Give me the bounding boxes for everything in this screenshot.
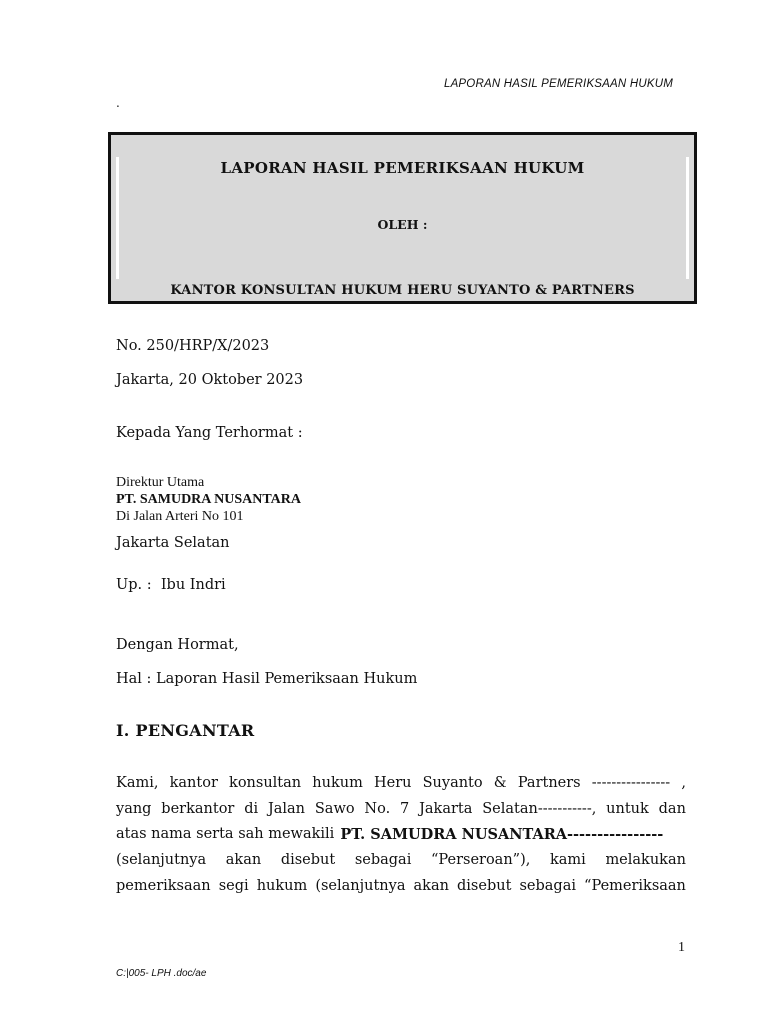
paragraph-line-text: atas nama serta sah mewakili	[116, 826, 335, 842]
recipient-company: PT. SAMUDRA NUSANTARA	[116, 492, 301, 507]
paragraph-line	[116, 852, 686, 868]
word: akan	[225, 852, 262, 868]
word: Sawo	[314, 801, 355, 817]
cover-by: OLEH :	[377, 217, 428, 232]
recipient-title: Direktur Utama	[116, 475, 205, 490]
word: Heru	[373, 775, 412, 791]
word: segi	[218, 878, 249, 894]
word: Kami,	[116, 775, 159, 791]
word: sebagai	[354, 852, 412, 868]
word: kantor	[169, 775, 218, 791]
word: hukum	[312, 775, 363, 791]
word: konsultan	[229, 775, 302, 791]
word: dan	[658, 801, 686, 817]
attention-line: Up. : Ibu Indri	[116, 577, 226, 593]
stray-dot: .	[116, 96, 120, 110]
letter-place-date: Jakarta, 20 Oktober 2023	[116, 372, 304, 388]
subject-line: Hal : Laporan Hasil Pemeriksaan Hukum	[116, 671, 418, 687]
word: “Perseroan”),	[430, 852, 531, 868]
word: hukum	[256, 878, 308, 894]
word: Jakarta	[419, 801, 473, 817]
word: yang	[116, 801, 152, 817]
word: Partners	[517, 775, 581, 791]
paragraph-line	[116, 801, 686, 817]
word: disebut	[457, 878, 512, 894]
word: untuk	[606, 801, 649, 817]
word: melakukan	[605, 852, 686, 868]
word: berkantor	[161, 801, 235, 817]
letter-number: No. 250/HRP/X/2023	[116, 338, 270, 354]
cover-title: LAPORAN HASIL PEMERIKSAAN HUKUM	[220, 159, 585, 177]
company-name-emphasis: PT. SAMUDRA NUSANTARA----------------	[340, 826, 664, 843]
word: (selanjutnya	[116, 852, 207, 868]
word: Jalan	[267, 801, 306, 817]
word: akan	[413, 878, 449, 894]
word: Suyanto	[422, 775, 483, 791]
word: ,	[681, 775, 686, 791]
running-header: LAPORAN HASIL PEMERIKSAAN HUKUM	[443, 78, 673, 90]
word: &	[493, 775, 507, 791]
word: di	[244, 801, 259, 817]
cover-title-box	[108, 132, 697, 304]
salutation-to: Kepada Yang Terhormat :	[116, 425, 303, 441]
word: “Pemeriksaan	[584, 878, 686, 894]
paragraph-line	[116, 775, 686, 791]
recipient-city: Jakarta Selatan	[116, 535, 230, 551]
footer-file-path: C:|005- LPH .doc/ae	[116, 968, 207, 979]
paragraph-line	[116, 826, 686, 843]
paragraph-line	[116, 878, 686, 894]
word: Selatan-----------,	[482, 801, 597, 817]
word: sebagai	[519, 878, 576, 894]
word: kami	[549, 852, 586, 868]
word: No.	[364, 801, 391, 817]
word: pemeriksaan	[116, 878, 211, 894]
word: ----------------	[591, 775, 671, 791]
word: 7	[400, 801, 410, 817]
page-number: 1	[678, 940, 685, 955]
word: disebut	[280, 852, 336, 868]
greeting: Dengan Hormat,	[116, 637, 239, 653]
recipient-address: Di Jalan Arteri No 101	[116, 509, 244, 524]
section-heading: I. PENGANTAR	[116, 721, 255, 740]
cover-firm: KANTOR KONSULTAN HUKUM HERU SUYANTO & PARTNERS	[170, 283, 635, 298]
word: (selanjutnya	[315, 878, 406, 894]
